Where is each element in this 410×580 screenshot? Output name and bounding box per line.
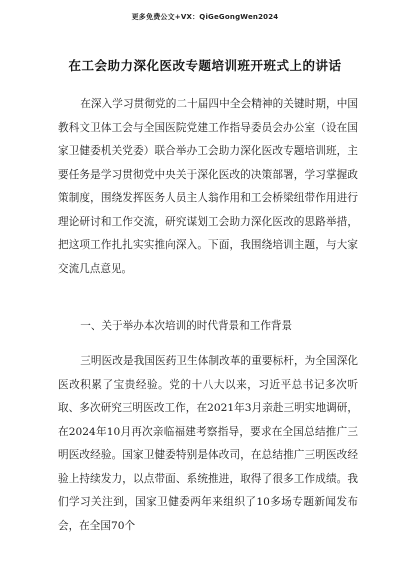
section-heading: 一、关于举办本次培训的时代背景和工作背景 xyxy=(80,320,293,332)
section-paragraph: 三明医改是我国医药卫生体制改革的重要标杆，为全国深化医改积累了宝贵经验。党的十八大以来，习近平总书记多次听取、多次研究三明医改工作，在2021年3月亲赴三明实地调研，在2024年10月再次亲临福建考察指导，要求在全国总结推广三明医改经验。国家卫健委特别是体改司，在总结推广三明医改经验上持续发力，以点带面、系统推进，取得了很多工作成绩。我们学习关注到，国家卫健委两年来组织了10多场专题新闻发布会，在全国70个 xyxy=(58,355,358,532)
intro-section xyxy=(58,93,358,281)
intro-paragraph: 在深入学习贯彻党的二十届四中全会精神的关键时期，中国教科文卫体工会与全国医院党建工作指导委员会办公室（设在国家卫健委机关党委）联合举办工会助力深化医改专题培训班，主要任务是学习贯彻党中央关于深化医改的决策部署，学习掌握政策制度，围绕发挥医务人员主人翁作用和工会桥梁纽带作用进行理论研讨和工作交流，研究谋划工会助力深化医改的思路举措，把这项工作扎扎实实推向深入。下面，我围绕培训主题，与大家交流几点意见。 xyxy=(58,98,358,275)
section-body xyxy=(58,350,358,538)
document-title: 在工会助力深化医改专题培训班开班式上的讲话 xyxy=(68,58,342,73)
header-note: 更多免费公文+VX：QiGeGongWen2024 xyxy=(131,13,279,21)
